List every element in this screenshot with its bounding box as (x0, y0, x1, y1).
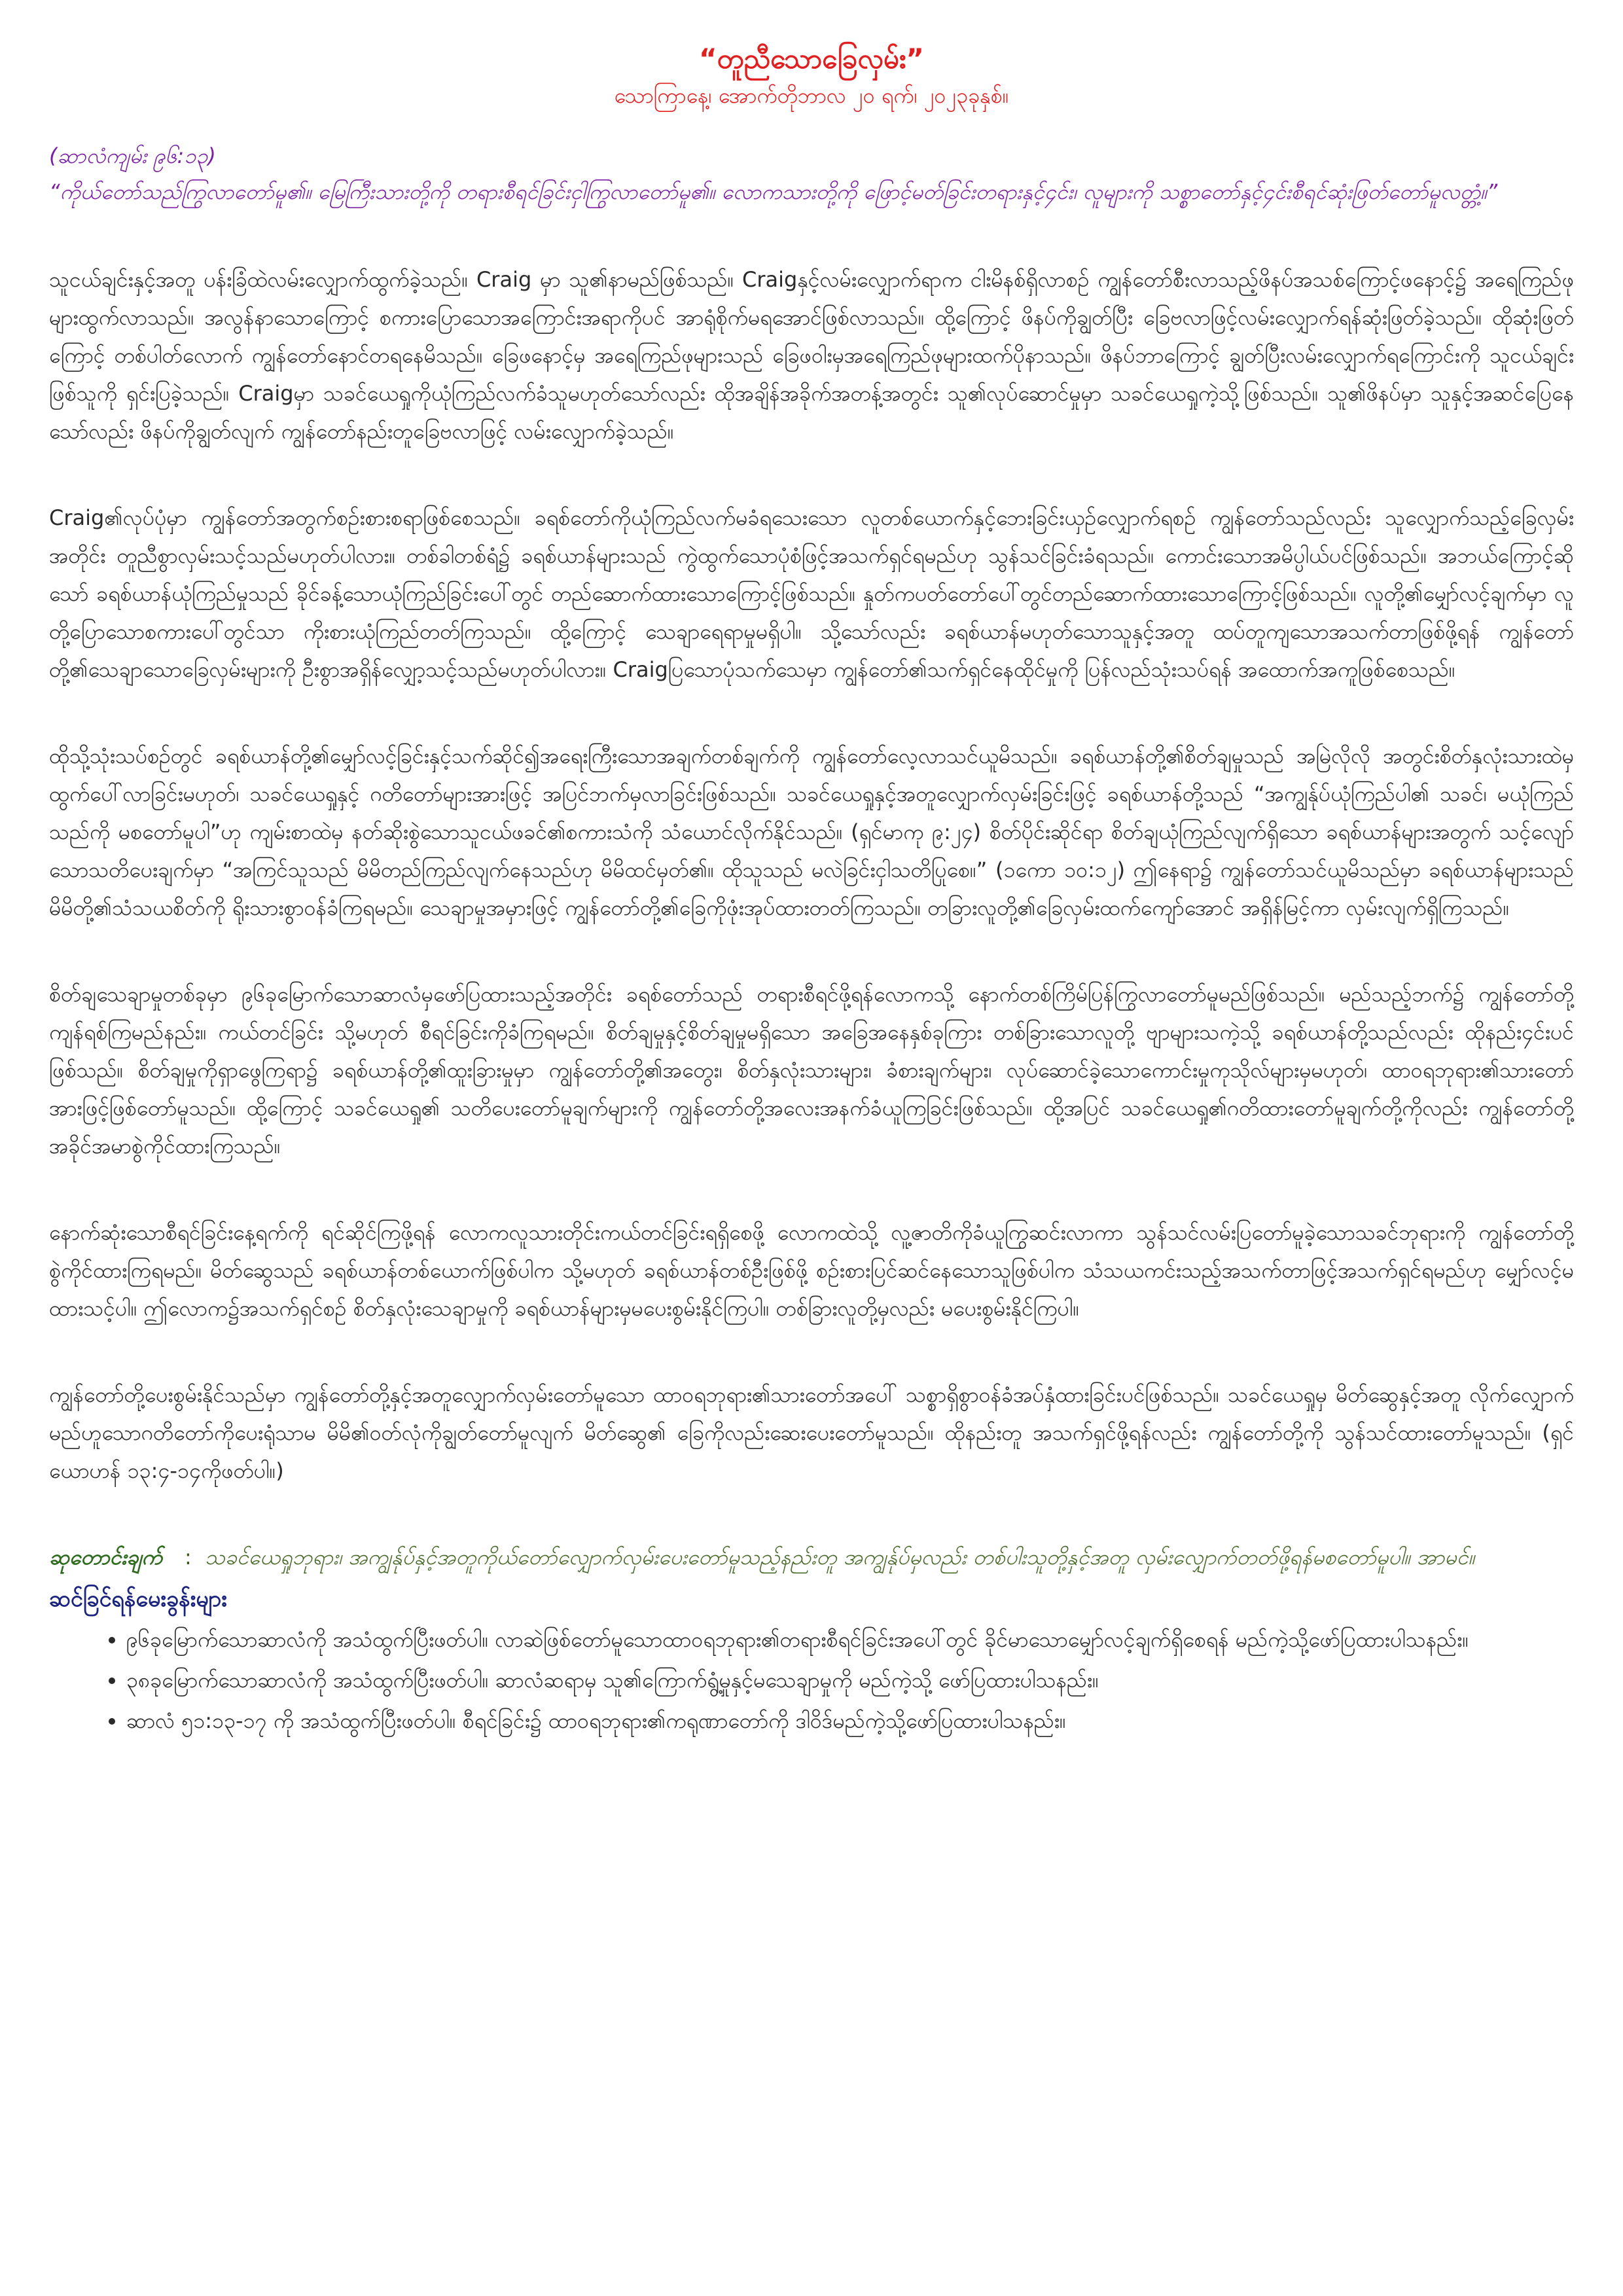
verse-reference: (ဆာလံကျမ်း ၉၆:၁၃) (49, 143, 216, 168)
date-line: သောကြာနေ့၊ အောက်တိုဘာလ ၂၀ ရက်၊ ၂၀၂၃ခုနှစ်။ (614, 83, 1009, 108)
body-paragraph: ထိုသို့သုံးသပ်စဉ်တွင် ခရစ်ယာန်တို့၏မျှော်လင့်ခြင်းနှင့်သက်ဆိုင်၍အရေးကြီးသောအချက်တစ်ချက်ကို ကျွန်တော်လေ့လာသင်ယူမိသည်။ ခရစ်ယာန်တို့၏စိတ်ချမှုသည် အမြဲလိုလို အတွင်းစိတ်နှလုံးသားထဲမှထွက်ပေါ်လာခြင်းမဟုတ်၊ သခင်ယေရှုနှင့် ဂတိတော်များအားဖြင့် အပြင်ဘက်မှလာခြင်းဖြစ်သည်။ သခင်ယေရှုနှင့်အတူလျှောက်လှမ်းခြင်းဖြင့် ခရစ်ယာန်တို့သည် “အကျွန်ုပ်ယုံကြည်ပါ၏ သခင်၊ မယုံကြည်သည်ကို မစတော်မူပါ”ဟု ကျမ်းစာထဲမှ နတ်ဆိုးစွဲသောသူငယ်ဖခင်၏စကားသံကို သံယောင်လိုက်နိုင်သည်။ (ရှင်မာကု ၉:၂၄) စိတ်ပိုင်းဆိုင်ရာ စိတ်ချယုံကြည်လျက်ရှိသော ခရစ်ယာန်များအတွက် သင့်လျော်သောသတိပေးချက်မှာ “အကြင်သူသည် မိမိတည်ကြည်လျက်နေသည်ဟု မိမိထင်မှတ်၏။ ထိုသူသည် မလဲခြင်းငှါသတိပြုစေ။” (၁ကော ၁၀:၁၂) ဤနေရာ၌ ကျွန်တော်သင်ယူမိသည်မှာ ခရစ်ယာန်များသည် မိမိတို့၏သံသယစိတ်ကို ရိုးသားစွာဝန်ခံကြရမည်။ သေချာမှုအမှားဖြင့် ကျွန်တော်တို့၏ခြေကိုဖုံးအုပ်ထားတတ်ကြသည်။ တခြားလူတို့၏ခြေလှမ်းထက်ကျော်အောင် အရှိန်မြင့်ကာ လှမ်းလျက်ရှိကြသည်။ (49, 744, 1574, 920)
questions-list (49, 1621, 1574, 1740)
body-paragraph: ကျွန်တော်တို့ပေးစွမ်းနိုင်သည်မှာ ကျွန်တော်တို့နှင့်အတူလျှောက်လှမ်းတော်မူသော ထာဝရဘုရား၏သားတော်အပေါ် သစ္စာရှိစွာဝန်ခံအပ်နှံထားခြင်းပင်ဖြစ်သည်။ သခင်ယေရှုမှ မိတ်ဆွေနှင့်အတူ လိုက်လျှောက်မည်ဟူသောဂတိတော်ကိုပေးရုံသာမ မိမိ၏ဝတ်လုံကိုချွတ်တော်မူလျက် မိတ်ဆွေ၏ ခြေကိုလည်းဆေးပေးတော်မူသည်။ ထိုနည်းတူ အသက်ရှင်ဖို့ရန်လည်း ကျွန်တော်တို့ကို သွန်သင်ထားတော်မူသည်။ (ရှင်ယောဟန် ၁၃:၄-၁၄ကိုဖတ်ပါ။) (49, 1382, 1574, 1483)
question-item: • ၉၆ခုမြောက်သောဆာလံကို အသံထွက်ပြီးဖတ်ပါ။ လာဆဲဖြစ်တော်မူသောထာဝရဘုရား၏တရားစီရင်ခြင်းအပေါ်တွင် ခိုင်မာသောမျှော်လင့်ချက်ရှိစေရန် မည်ကဲ့သို့ဖော်ပြထားပါသနည်း။ (126, 1621, 1574, 1659)
body-paragraph: Craig၏လုပ်ပုံမှာ ကျွန်တော်အတွက်စဉ်းစားစရာဖြစ်စေသည်။ ခရစ်တော်ကိုယုံကြည်လက်မခံရသေးသော လူတစ်ယောက်နှင့်ဘေးခြင်းယှဉ်လျှောက်ရစဉ် ကျွန်တော်သည်လည်း သူလျှောက်သည့်ခြေလှမ်းအတိုင်း တူညီစွာလှမ်းသင့်သည်မဟုတ်ပါလား။ တစ်ခါတစ်ရံ၌ ခရစ်ယာန်များသည် ကွဲထွက်သောပုံစံဖြင့်အသက်ရှင်ရမည်ဟု သွန်သင်ခြင်းခံရသည်။ ကောင်းသောအမိပ္ပါယ်ပင်ဖြစ်သည်။ အဘယ်ကြောင့်ဆိုသော် ခရစ်ယာန်ယုံကြည်မှုသည် ခိုင်ခန့်သောယုံကြည်ခြင်းပေါ်တွင် တည်ဆောက်ထားသောကြောင့်ဖြစ်သည်။ နှုတ်ကပတ်တော်ပေါ်တွင်တည်ဆောက်ထားသောကြောင့်ဖြစ်သည်။ လူတို့၏မျှော်လင့်ချက်မှာ လူတို့ပြောသောစကားပေါ်တွင်သာ ကိုးစားယုံကြည်တတ်ကြသည်။ ထို့ကြောင့် သေချာရေရာမှုမရှိပါ။ သို့သော်လည်း ခရစ်ယာန်မဟုတ်သောသူနှင့်အတူ ထပ်တူကျသောအသက်တာဖြစ်ဖို့ရန် ကျွန်တော်တို့၏သေချာသောခြေလှမ်းများကို ဦးစွာအရှိန်လျှော့သင့်သည်မဟုတ်ပါလား။ Craigပြသောပုံသက်သေမှာ ကျွန်တော်၏သက်ရှင်နေထိုင်မှုကို ပြန်လည်သုံးသပ်ရန် အထောက်အကူဖြစ်စေသည်။ (49, 505, 1574, 682)
questions-heading: ဆင်ခြင်ရန်မေးခွန်းများ (49, 1586, 227, 1612)
body-paragraph: စိတ်ချသေချာမှုတစ်ခုမှာ ၉၆ခုမြောက်သောဆာလံမှဖော်ပြထားသည့်အတိုင်း ခရစ်တော်သည် တရားစီရင်ဖို့ရန်လောကသို့ နောက်တစ်ကြိမ်ပြန်ကြွလာတော်မူမည်ဖြစ်သည်။ မည်သည့်ဘက်၌ ကျွန်တော်တို့ကျန်ရစ်ကြမည်နည်း။ ကယ်တင်ခြင်း သို့မဟုတ် စီရင်ခြင်းကိုခံကြရမည်။ စိတ်ချမှုနှင့်စိတ်ချမှုမရှိသော အခြေအနေနှစ်ခုကြား တစ်ခြားသောလူတို့ ဗျာများသကဲ့သို့ ခရစ်ယာန်တို့သည်လည်း ထိုနည်း၄င်းပင်ဖြစ်သည်။ စိတ်ချမှုကိုရှာဖွေကြရာ၌ ခရစ်ယာန်တို့၏ထူးခြားမှုမှာ ကျွန်တော်တို့၏အတွေး၊ စိတ်နှလုံးသားများ၊ ခံစားချက်များ၊ လုပ်ဆောင်ခဲ့သောကောင်းမှုကုသိုလ်များမှမဟုတ်၊ ထာဝရဘုရား၏သားတော်အားဖြင့်ဖြစ်တော်မူသည်။ ထို့ကြောင့် သခင်ယေရှု၏ သတိပေးတော်မူချက်များကို ကျွန်တော်တို့အလေးအနက်ခံယူကြခြင်းဖြစ်သည်။ ထို့အပြင် သခင်ယေရှု၏ဂတိထားတော်မူချက်တို့ကိုလည်း ကျွန်တော်တို့အခိုင်အမာစွဲကိုင်ထားကြသည်။ (49, 982, 1574, 1158)
page-title: “တူညီသောခြေလှမ်း” (698, 43, 925, 75)
prayer-label: ဆုတောင်းချက် (49, 1545, 162, 1570)
verse-text: “ကိုယ်တော်သည်ကြွလာတော်မူ၏။ မြေကြီးသားတို့ကို တရားစီရင်ခြင်းငှါကြွလာတော်မူ၏။ လောကသားတို့ကို ဖြောင့်မတ်ခြင်းတရားနှင့်၄င်း၊ လူများကို သစ္စာတော်နှင့်၄င်းစီရင်ဆုံးဖြတ်တော်မူလတ္တံ့။” (49, 179, 1498, 204)
prayer-colon: : (185, 1545, 192, 1570)
body-paragraph: သူငယ်ချင်းနှင့်အတူ ပန်းခြံထဲလမ်းလျှောက်ထွက်ခဲ့သည်။ Craig မှာ သူ၏နာမည်ဖြစ်သည်။ Craigနှင့်လမ်းလျှောက်ရာက ငါးမိနစ်ရှိလာစဉ် ကျွန်တော်စီးလာသည့်ဖိနပ်အသစ်ကြောင့်ဖနောင့်၌ အရေကြည်ဖုများထွက်လာသည်။ အလွန်နာသောကြောင့် စကားပြောသောအကြောင်းအရာကိုပင် အာရုံစိုက်မရအောင်ဖြစ်လာသည်။ ထို့ကြောင့် ဖိနပ်ကိုချွတ်ပြီး ခြေဗလာဖြင့်လမ်းလျှောက်ရန်ဆုံးဖြတ်ခဲ့သည်။ ထိုဆုံးဖြတ်ကြောင့် တစ်ပါတ်လောက် ကျွန်တော်နောင်တရနေမိသည်။ ခြေဖနောင့်မှ အရေကြည်ဖုများသည် ခြေဖဝါးမှအရေကြည်ဖုများထက်ပိုနာသည်။ ဖိနပ်ဘာကြောင့် ချွတ်ပြီးလမ်းလျှောက်ရကြောင်းကို သူငယ်ချင်းဖြစ်သူကို ရှင်းပြခဲ့သည်။ Craigမှာ သခင်ယေရှုကိုယုံကြည်လက်ခံသူမဟုတ်သော်လည်း ထိုအချိန်အခိုက်အတန့်အတွင်း သူ၏လုပ်ဆောင်မှုမှာ သခင်ယေရှုကဲ့သို့ဖြစ်သည်။ သူ၏ဖိနပ်မှာ သူနှင့်အဆင်ပြေနေသော်လည်း ဖိနပ်ကိုချွတ်လျက် ကျွန်တော်နည်းတူခြေဗလာဖြင့် လမ်းလျှောက်ခဲ့သည်။ (49, 267, 1574, 444)
prayer-block (49, 1538, 1574, 1576)
body-paragraph: နောက်ဆုံးသောစီရင်ခြင်းနေ့ရက်ကို ရင်ဆိုင်ကြဖို့ရန် လောကလူသားတိုင်းကယ်တင်ခြင်းရရှိစေဖို့ လောကထဲသို့ လူ့ဇာတိကိုခံယူကြွဆင်းလာကာ သွန်သင်လမ်းပြတော်မူခဲ့သောသခင်ဘုရားကို ကျွန်တော်တို့စွဲကိုင်ထားကြရမည်။ မိတ်ဆွေသည် ခရစ်ယာန်တစ်ယောက်ဖြစ်ပါက သို့မဟုတ် ခရစ်ယာန်တစ်ဦးဖြစ်ဖို့ စဉ်းစားပြင်ဆင်နေသောသူဖြစ်ပါက သံသယကင်းသည့်အသက်တာဖြင့်အသက်ရှင်ရမည်ဟု မျှော်လင့်မထားသင့်ပါ။ ဤလောက၌အသက်ရှင်စဉ် စိတ်နှလုံးသေချာမှုကို ခရစ်ယာန်များမှမပေးစွမ်းနိုင်ကြပါ။ တစ်ခြားလူတို့မှလည်း မပေးစွမ်းနိုင်ကြပါ။ (49, 1220, 1574, 1321)
prayer-text: သခင်ယေရှုဘုရား၊ အကျွန်ုပ်နှင့်အတူကိုယ်တော်လျှောက်လှမ်းပေးတော်မူသည့်နည်းတူ အကျွန်ုပ်မှလည်း တစ်ပါးသူတို့နှင့်အတူ လှမ်းလျှောက်တတ်ဖို့ရန်မစတော်မူပါ။ အာမင်။ (205, 1545, 1475, 1570)
question-item: • ၃၈ခုမြောက်သောဆာလံကို အသံထွက်ပြီးဖတ်ပါ။ ဆာလံဆရာမှ သူ၏ကြောက်ရွံ့မှုနှင့်မသေချာမှုကို မည်ကဲ့သို့ ဖော်ပြထားပါသနည်း။ (126, 1661, 1574, 1699)
question-item: • ဆာလံ ၅၁:၁၃-၁၇ ကို အသံထွက်ပြီးဖတ်ပါ။ စီရင်ခြင်း၌ ထာဝရဘုရား၏ကရုဏာတော်ကို ဒါဝိဒ်မည်ကဲ့သို့ဖော်ပြထားပါသနည်း။ (126, 1702, 1574, 1740)
